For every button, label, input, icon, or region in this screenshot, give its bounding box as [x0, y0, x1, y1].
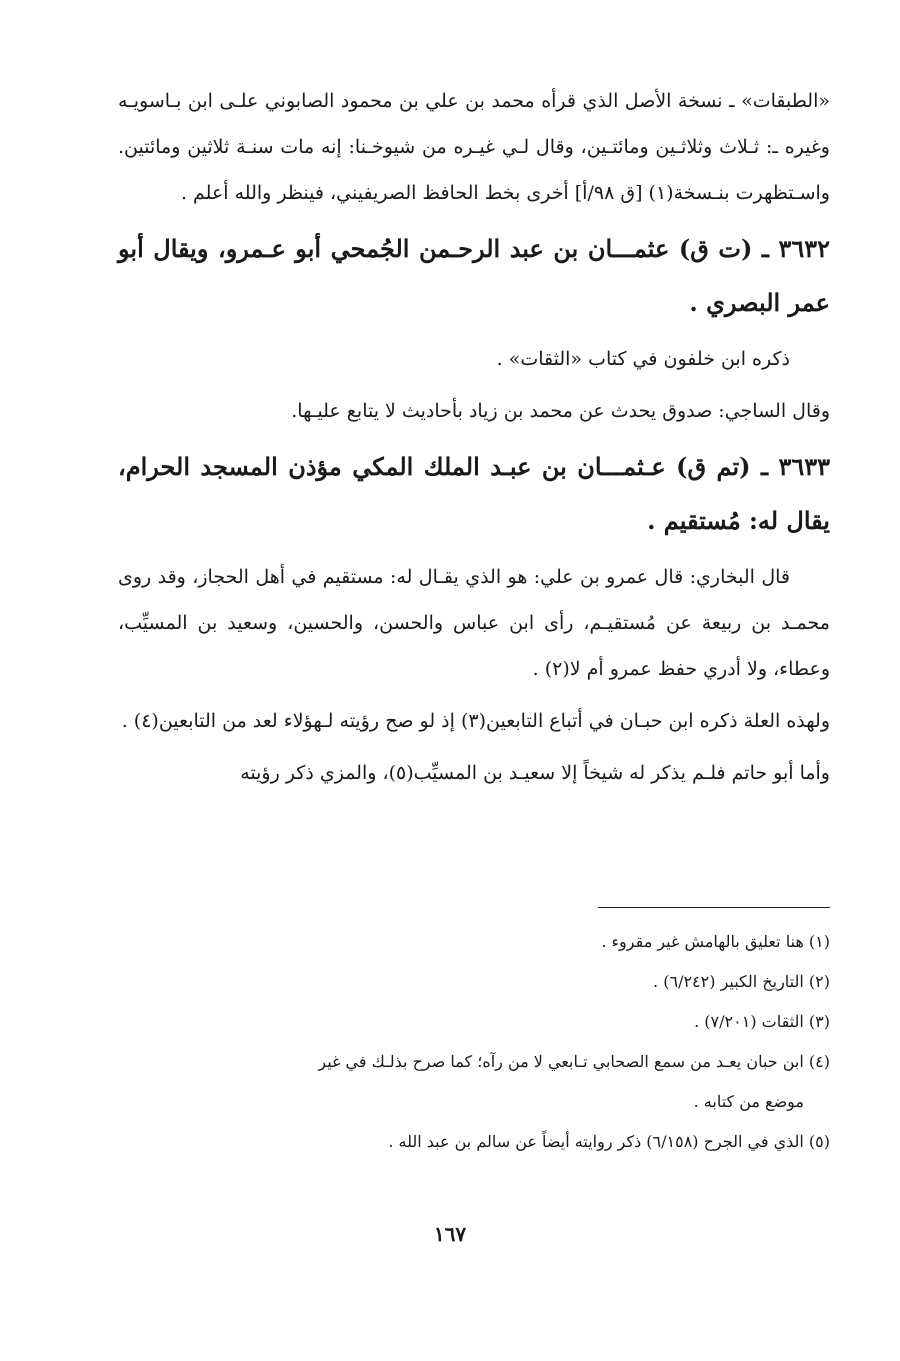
- footnote-5: (٥) الذي في الجرح (٦/١٥٨) ذكر روايته أيضاً عن سالم بن عبد الله .: [388, 1132, 830, 1151]
- footnote-3: (٣) الثقات (٧/٢٠١) .: [694, 1012, 830, 1031]
- paragraph: قال البخاري: قال عمرو بن علي: هو الذي يقـال له: مستقيم في أهل الحجاز، وقد روى محمـد بن ربيعة عن مُستقيـم، رأى ابن عباس والحسن، والحسين، وسعيد بن المسيِّب، وعطاء، ولا أدري حفظ عمرو أم لا(٢) .: [118, 566, 830, 680]
- main-text: [118, 78, 830, 802]
- footnote-separator: [598, 907, 830, 908]
- paragraph: «الطبقات» ـ نسخة الأصل الذي قرأه محمد بن علي بن محمود الصابوني علـى ابن بـاسويـه وغيره ـ: ثـلاث وثلاثـين ومائتـين، وقال لـي غيـره من شيوخـنا: إنه مات سنـة ثلاثين ومائتين. واسـتظهرت بنـسخة(١) [ق ٩٨/أ] أخرى بخط الحافظ الصريفيني، فينظر والله أعلم .: [118, 90, 830, 204]
- entry-heading-3633: ٣٦٣٣ ـ (تم ق) عـثمـــان بن عبـد الملك المكي مؤذن المسجد الحرام، يقال له: مُستقيم .: [118, 452, 830, 535]
- footnote-1: (١) هنا تعليق بالهامش غير مقروء .: [601, 932, 830, 951]
- paragraph: ذكره ابن خلفون في كتاب «الثقات» .: [496, 348, 790, 370]
- footnote-4-continuation: موضع من كتابه .: [693, 1092, 804, 1111]
- page-number: ١٦٧: [433, 1222, 467, 1246]
- footnote-4: (٤) ابن حبان يعـد من سمع الصحابي تـابعي لا من رآه؛ كما صرح بذلـك في غير: [318, 1052, 830, 1071]
- footnotes: [118, 922, 830, 1162]
- footnote-2: (٢) التاريخ الكبير (٦/٢٤٢) .: [653, 972, 830, 991]
- paragraph: وأما أبو حاتم فلـم يذكر له شيخاً إلا سعيـد بن المسيِّب(٥)، والمزي ذكر رؤيته: [240, 762, 830, 784]
- paragraph: وقال الساجي: صدوق يحدث عن محمد بن زياد بأحاديث لا يتابع عليـها.: [291, 400, 830, 422]
- entry-heading-3632: ٣٦٣٢ ـ (ت ق) عثمـــان بن عبد الرحـمن الجُمحي أبو عـمرو، ويقال أبو عمر البصري .: [118, 234, 830, 317]
- paragraph: ولهذه العلة ذكره ابن حبـان في أتباع التابعين(٣) إذ لو صح رؤيته لـهؤلاء لعد من التابعين(٤) .: [121, 710, 830, 732]
